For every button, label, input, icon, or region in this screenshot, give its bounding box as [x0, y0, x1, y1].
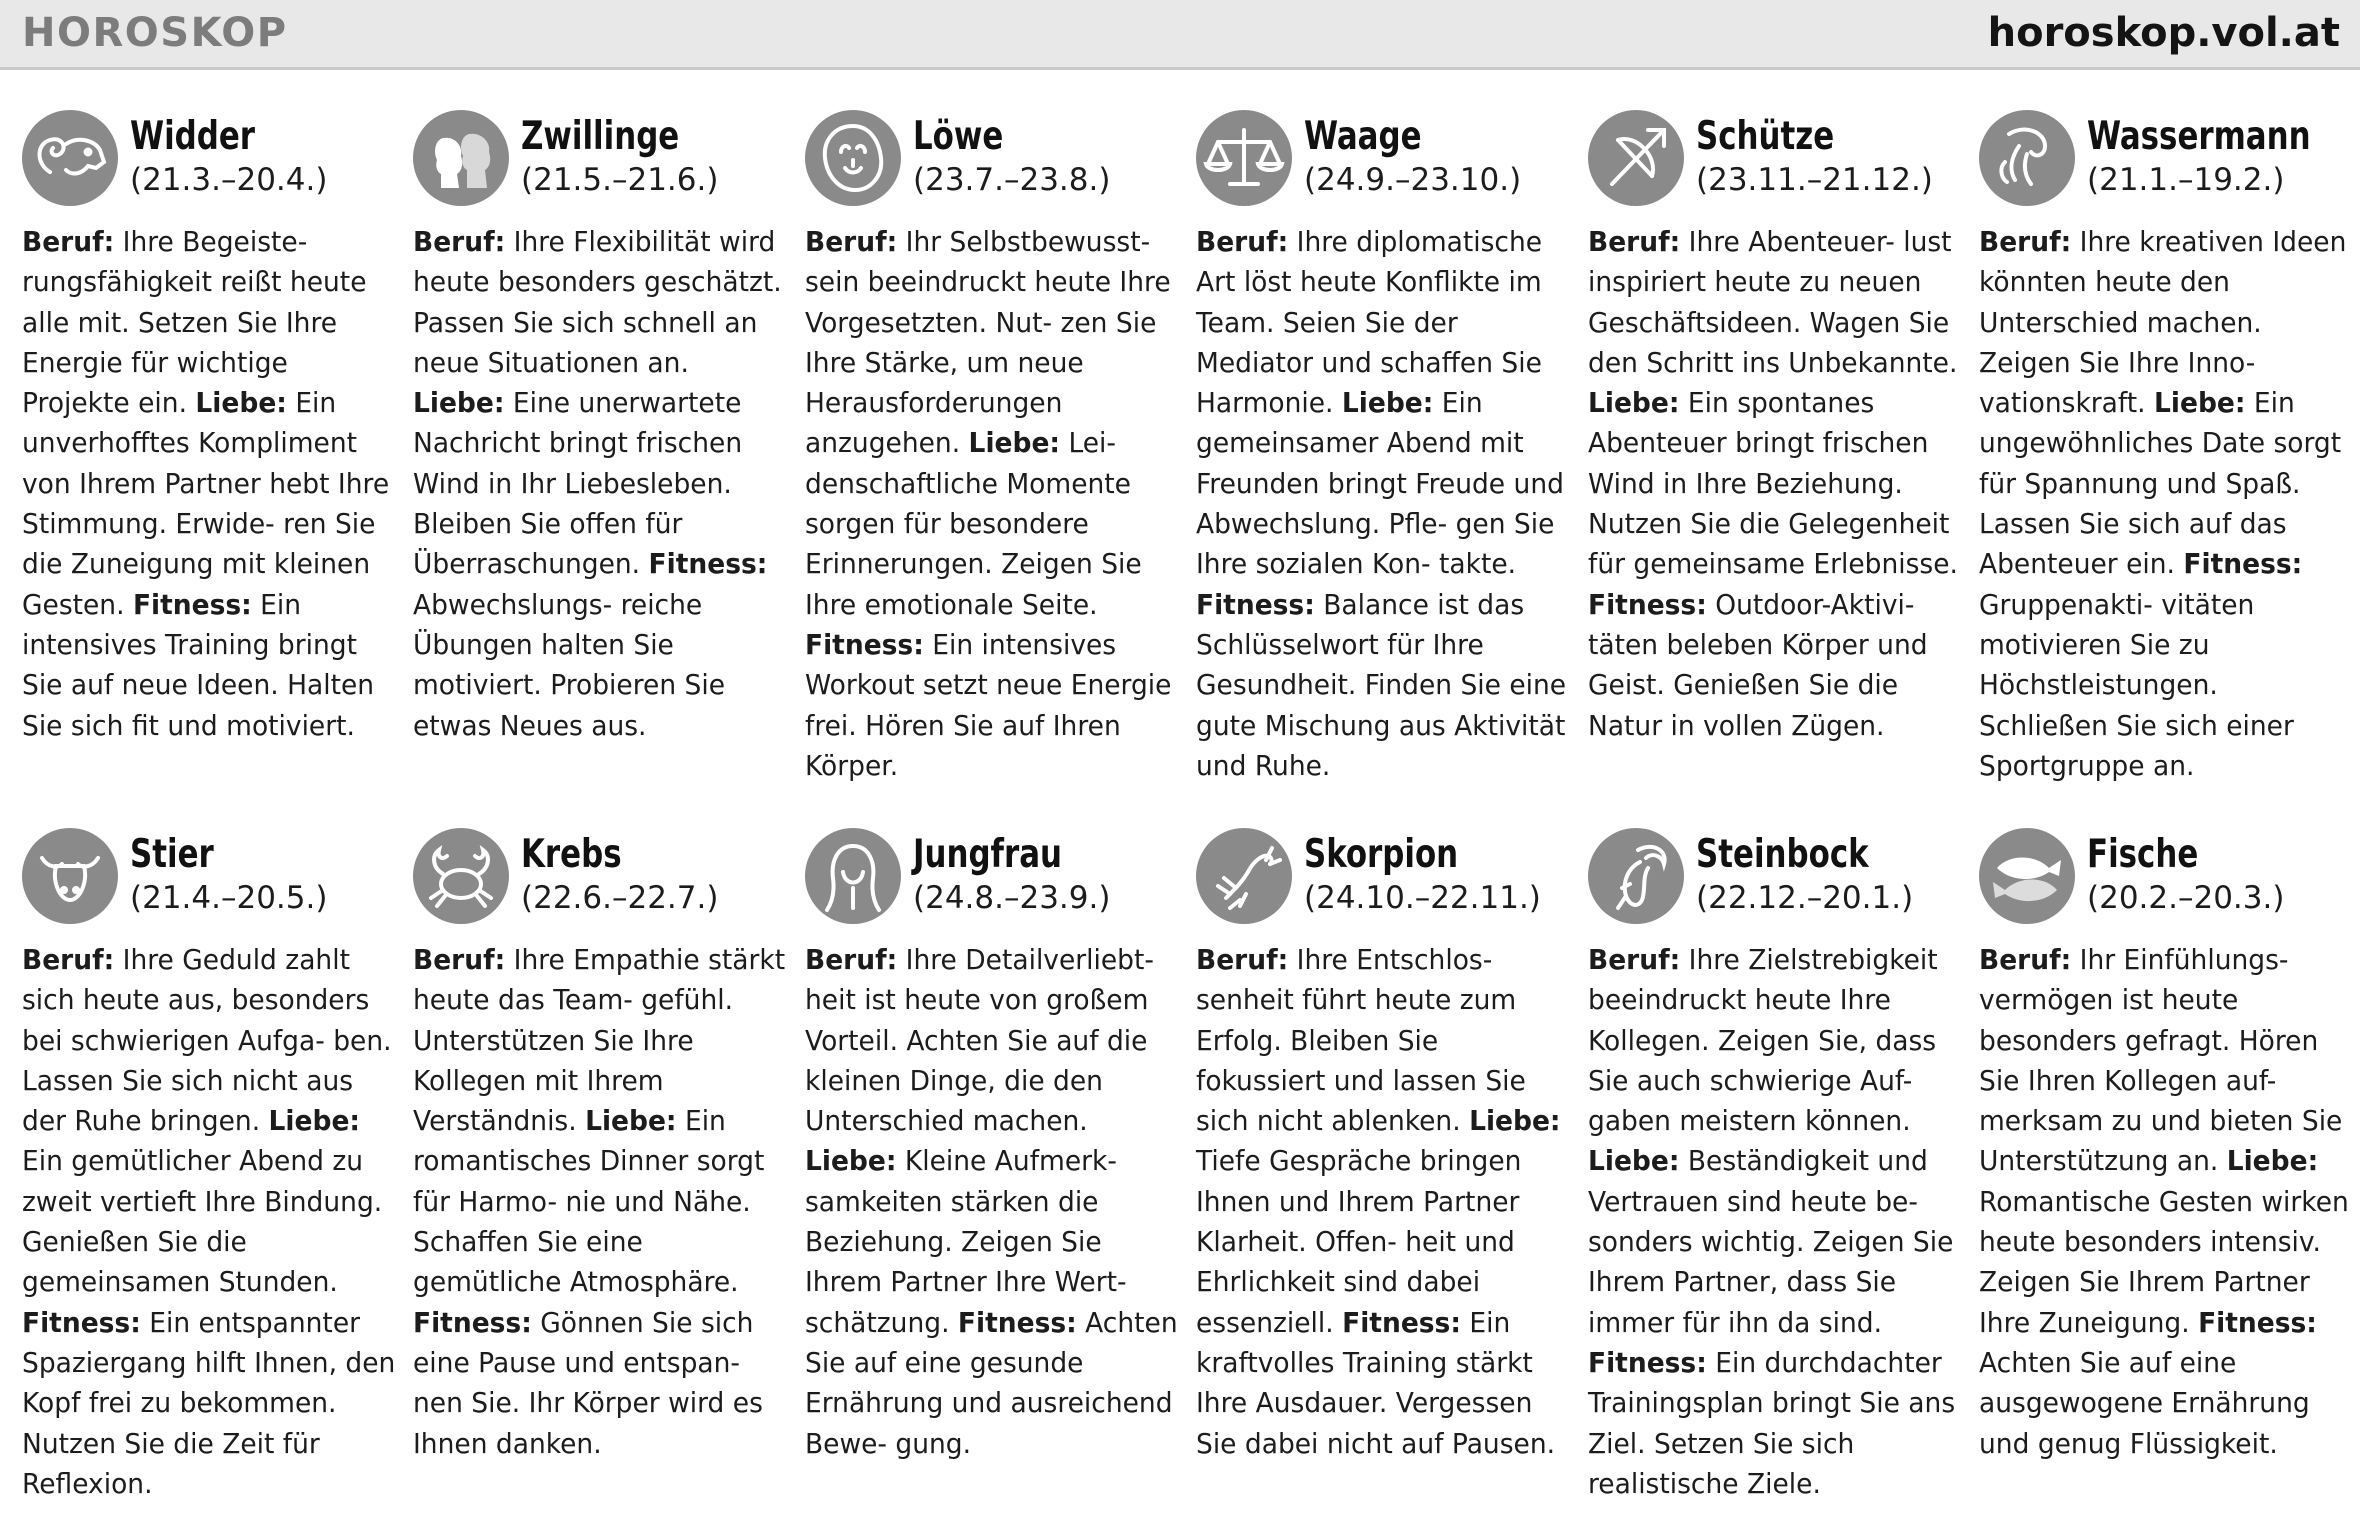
beruf-text: Ihr Selbstbewusst- sein beeindruckt heute Ihre Vorgesetzten. Nut- zen Sie Ihre Stärke, um neue Herausforderungen anzugehen. — [805, 225, 1171, 460]
beruf-text: Ihre diplomatische Art löst heute Konflikte im Team. Seien Sie der Mediator und schaffen Sie Harmonie. — [1196, 225, 1543, 420]
beruf-label: Beruf: — [1979, 943, 2072, 976]
sign-text — [1196, 222, 1570, 786]
fitness-text: Gönnen Sie sich eine Pause und entspan- nen Sie. Ihr Körper wird es Ihnen danken. — [413, 1305, 763, 1460]
liebe-text: Ein gemeinsamer Abend mit Freunden bringt Freude und Abwechslung. Pfle- gen Sie Ihre sozialen Kon- takte. — [1196, 386, 1564, 581]
sign-loewe — [805, 110, 1177, 786]
sign-schuetze — [1588, 110, 1960, 746]
sign-name: Jungfrau — [913, 832, 1063, 877]
fitness-label: Fitness: — [1342, 1305, 1461, 1339]
sign-text — [805, 222, 1179, 786]
liebe-text: Ein unverhofftes Kompliment von Ihrem Partner hebt Ihre Stimmung. Erwide- ren Sie die Zuneigung mit kleinen Gesten. — [22, 386, 390, 621]
fitness-label: Fitness: — [2183, 547, 2303, 581]
liebe-label: Liebe: — [1588, 1144, 1680, 1178]
liebe-label: Liebe: — [1588, 386, 1680, 420]
sign-name: Steinbock — [1696, 832, 1869, 877]
beruf-label: Beruf: — [1196, 225, 1289, 258]
fitness-label: Fitness: — [132, 587, 252, 621]
beruf-text: Ihre Begeiste- rungsfähigkeit reißt heute alle mit. Setzen Sie Ihre Energie für wichtige Projekte ein. — [22, 225, 367, 420]
sign-dates: (22.6.–22.7.) — [521, 880, 719, 916]
site-url[interactable]: horoskop.vol.at — [1987, 10, 2340, 56]
sign-dates: (24.10.–22.11.) — [1304, 880, 1541, 916]
fitness-label: Fitness: — [1196, 587, 1315, 621]
beruf-label: Beruf: — [805, 943, 898, 976]
beruf-label: Beruf: — [413, 225, 506, 258]
sign-name: Skorpion — [1304, 832, 1459, 877]
liebe-text: Ein ungewöhnliches Date sorgt für Spannung und Spaß. Lassen Sie sich auf das Abenteuer ein. — [1979, 386, 2342, 581]
liebe-text: Ein gemütlicher Abend zu zweit vertieft Ihre Bindung. Genießen Sie die gemeinsamen Stunden. — [22, 1144, 383, 1299]
sign-text — [1588, 940, 1962, 1504]
beruf-text: Ihre Detailverliebt- heit ist heute von großem Vorteil. Achten Sie auf die kleinen Dinge, die den Unterschied machen. — [805, 943, 1154, 1138]
sign-wassermann — [1979, 110, 2351, 786]
fitness-text: Gruppenakti- vitäten motivieren Sie zu Höchstleistungen. Schließen Sie sich einer Sportgruppe an. — [1979, 587, 2294, 782]
sign-name: Waage — [1304, 114, 1422, 159]
beruf-text: Ihre Geduld zahlt sich heute aus, besonders bei schwierigen Aufga- ben. Lassen Sie sich nicht aus der Ruhe bringen. — [22, 943, 392, 1138]
beruf-text: Ihre Empathie stärkt heute das Team- gefühl. Unterstützen Sie Ihre Kollegen mit Ihrem Verständnis. — [413, 943, 786, 1138]
sign-text — [1979, 940, 2353, 1464]
liebe-text: Ein spontanes Abenteuer bringt frischen Wind in Ihre Beziehung. Nutzen Sie die Gelegenheit für gemeinsame Erlebnisse. — [1588, 386, 1958, 581]
sign-name: Schütze — [1696, 114, 1835, 159]
sign-widder — [22, 110, 394, 746]
fitness-label: Fitness: — [22, 1305, 141, 1339]
sign-text — [1196, 940, 1570, 1464]
liebe-text: Lei- denschaftliche Momente sorgen für besondere Erinnerungen. Zeigen Sie Ihre emotionale Seite. — [805, 426, 1142, 621]
sign-dates: (23.7.–23.8.) — [913, 162, 1111, 198]
beruf-text: Ihr Einfühlungs- vermögen ist heute besonders gefragt. Hören Sie Ihren Kollegen auf- merksam zu und bieten Sie Unterstützung an. — [1979, 943, 2343, 1178]
fitness-text: Balance ist das Schlüsselwort für Ihre Gesundheit. Finden Sie eine gute Mischung aus Aktivität und Ruhe. — [1196, 587, 1567, 782]
crab-icon — [413, 828, 509, 924]
sign-dates: (21.3.–20.4.) — [130, 162, 328, 198]
sign-name: Krebs — [521, 832, 622, 877]
page-title: HOROSKOP — [22, 10, 288, 56]
beruf-label: Beruf: — [1979, 225, 2072, 258]
archer-icon — [1588, 110, 1684, 206]
fitness-label: Fitness: — [1588, 587, 1707, 621]
liebe-text: Ein romantisches Dinner sorgt für Harmo- nie und Nähe. Schaffen Sie eine gemütliche Atmosphäre. — [413, 1104, 765, 1299]
beruf-label: Beruf: — [1588, 943, 1681, 976]
sign-text — [1588, 222, 1962, 746]
fitness-label: Fitness: — [2198, 1305, 2317, 1339]
fitness-text: Ein intensives Workout setzt neue Energie frei. Hören Sie auf Ihren Körper. — [805, 627, 1172, 782]
sign-name: Zwillinge — [521, 114, 680, 159]
sign-dates: (21.1.–19.2.) — [2087, 162, 2285, 198]
beruf-text: Ihre Entschlos- senheit führt heute zum Erfolg. Bleiben Sie fokussiert und lassen Sie sich nicht ablenken. — [1196, 943, 1526, 1138]
sign-dates: (22.12.–20.1.) — [1696, 880, 1914, 916]
fitness-label: Fitness: — [957, 1305, 1077, 1339]
fitness-label: Fitness: — [805, 627, 924, 661]
liebe-label: Liebe: — [1469, 1104, 1561, 1138]
sign-steinbock — [1588, 828, 1960, 1504]
beruf-text: Ihre Abenteuer- lust inspiriert heute zu neuen Geschäftsideen. Wagen Sie den Schritt ins Unbekannte. — [1588, 225, 1958, 379]
fitness-text: Abwechslungs- reiche Übungen halten Sie motiviert. Probieren Sie etwas Neues aus. — [413, 587, 725, 742]
sign-name: Widder — [130, 114, 256, 159]
beruf-text: Ihre Zielstrebigkeit beeindruckt heute Ihre Kollegen. Zeigen Sie, dass Sie auch schwierige Auf- gaben meistern können. — [1588, 943, 1938, 1138]
sign-name: Fische — [2087, 832, 2199, 877]
water-bearer-icon — [1979, 110, 2075, 206]
liebe-label: Liebe: — [268, 1104, 361, 1138]
sign-skorpion — [1196, 828, 1568, 1464]
fitness-text: Ein entspannter Spaziergang hilft Ihnen, den Kopf frei zu bekommen. Nutzen Sie die Zeit für Reflexion. — [22, 1305, 396, 1500]
fitness-label: Fitness: — [1588, 1345, 1707, 1379]
sign-jungfrau — [805, 828, 1177, 1464]
sign-dates: (23.11.–21.12.) — [1696, 162, 1933, 198]
beruf-text: Ihre Flexibilität wird heute besonders geschätzt. Passen Sie sich schnell an neue Situationen an. — [413, 225, 782, 379]
sign-text — [22, 940, 396, 1504]
sign-krebs — [413, 828, 785, 1464]
sign-name: Stier — [130, 832, 214, 877]
fitness-text: Ein intensives Training bringt Sie auf neue Ideen. Halten Sie sich fit und motiviert. — [22, 587, 375, 742]
fitness-text: Achten Sie auf eine gesunde Ernährung und ausreichend Bewe- gung. — [805, 1305, 1178, 1460]
sign-stier — [22, 828, 394, 1504]
sign-dates: (24.9.–23.10.) — [1304, 162, 1522, 198]
sign-dates: (21.4.–20.5.) — [130, 880, 328, 916]
liebe-label: Liebe: — [2154, 386, 2246, 420]
sign-text — [1979, 222, 2353, 786]
sign-dates: (21.5.–21.6.) — [521, 162, 719, 198]
fitness-label: Fitness: — [413, 1305, 532, 1339]
sign-text — [22, 222, 396, 746]
ram-icon — [22, 110, 118, 206]
liebe-label: Liebe: — [585, 1104, 677, 1138]
fitness-text: Ein kraftvolles Training stärkt Ihre Ausdauer. Vergessen Sie dabei nicht auf Pausen. — [1196, 1305, 1556, 1460]
fitness-label: Fitness: — [648, 547, 768, 581]
bull-icon — [22, 828, 118, 924]
beruf-label: Beruf: — [1196, 943, 1289, 976]
sign-dates: (24.8.–23.9.) — [913, 880, 1111, 916]
lion-icon — [805, 110, 901, 206]
goat-icon — [1588, 828, 1684, 924]
liebe-text: Eine unerwartete Nachricht bringt frischen Wind in Ihr Liebesleben. Bleiben Sie offen für Überraschungen. — [413, 386, 743, 581]
beruf-label: Beruf: — [1588, 225, 1681, 258]
liebe-text: Kleine Aufmerk- samkeiten stärken die Beziehung. Zeigen Sie Ihrem Partner Ihre Wert- schätzung. — [805, 1144, 1127, 1339]
sign-dates: (20.2.–20.3.) — [2087, 880, 2285, 916]
beruf-label: Beruf: — [805, 225, 898, 258]
beruf-text: Ihre kreativen Ideen könnten heute den Unterschied machen. Zeigen Sie Ihre Inno- vationskraft. — [1979, 225, 2347, 420]
liebe-text: Romantische Gesten wirken heute besonders intensiv. Zeigen Sie Ihrem Partner Ihre Zuneigung. — [1979, 1184, 2349, 1339]
twins-icon — [413, 110, 509, 206]
scorpion-icon — [1196, 828, 1292, 924]
beruf-label: Beruf: — [22, 943, 115, 976]
sign-text — [413, 222, 787, 746]
sign-fische — [1979, 828, 2351, 1464]
liebe-label: Liebe: — [413, 386, 505, 420]
liebe-text: Tiefe Gespräche bringen Ihnen und Ihrem Partner Klarheit. Offen- heit und Ehrlichkeit sind dabei essenziell. — [1196, 1144, 1522, 1339]
beruf-label: Beruf: — [413, 943, 506, 976]
maiden-icon — [805, 828, 901, 924]
fitness-text: Outdoor-Aktivi- täten beleben Körper und Geist. Genießen Sie die Natur in vollen Zügen. — [1588, 587, 1928, 742]
liebe-label: Liebe: — [805, 1144, 897, 1178]
fitness-text: Ein durchdachter Trainingsplan bringt Sie ans Ziel. Setzen Sie sich realistische Ziele. — [1588, 1345, 1956, 1500]
fitness-text: Achten Sie auf eine ausgewogene Ernährung und genug Flüssigkeit. — [1979, 1345, 2310, 1460]
sign-name: Löwe — [913, 114, 1004, 159]
beruf-label: Beruf: — [22, 225, 115, 258]
liebe-text: Beständigkeit und Vertrauen sind heute be- sonders wichtig. Zeigen Sie Ihrem Partner, dass Sie immer für ihn da sind. — [1588, 1144, 1954, 1339]
liebe-label: Liebe: — [1341, 386, 1434, 420]
liebe-label: Liebe: — [968, 426, 1061, 460]
scales-icon — [1196, 110, 1292, 206]
sign-text — [413, 940, 787, 1464]
sign-text — [805, 940, 1179, 1464]
sign-zwillinge — [413, 110, 785, 746]
liebe-label: Liebe: — [2226, 1144, 2319, 1178]
fish-icon — [1979, 828, 2075, 924]
sign-name: Wassermann — [2087, 114, 2311, 159]
sign-waage — [1196, 110, 1568, 786]
liebe-label: Liebe: — [195, 386, 287, 420]
